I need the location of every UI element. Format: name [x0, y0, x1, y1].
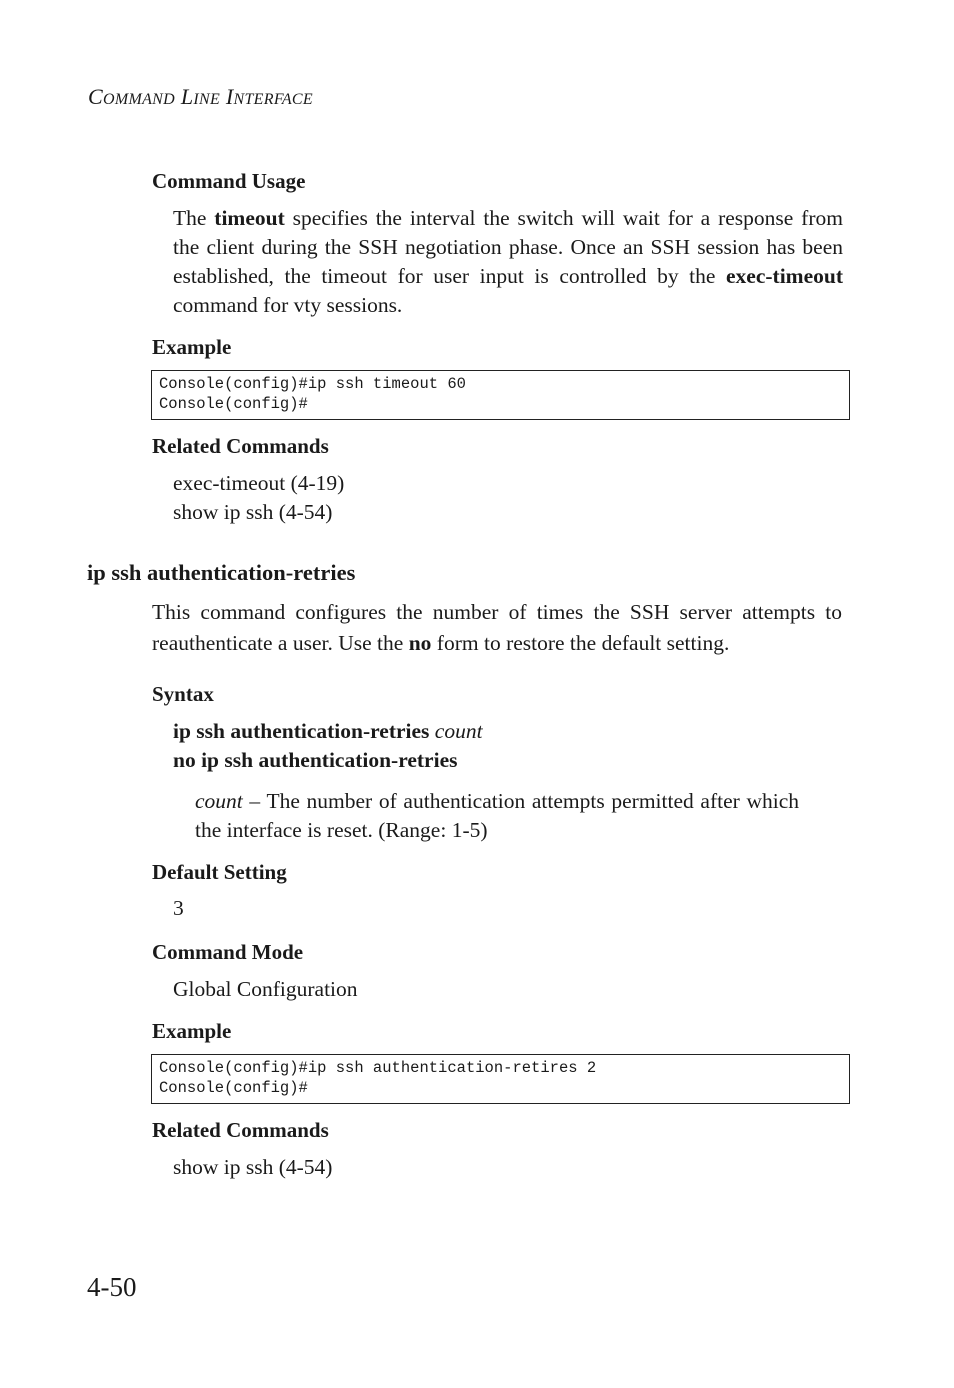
parameter-description: count – The number of authentication attempts permitted after which the interface is reset. (Range: 1-5) [195, 789, 799, 842]
code-line: Console(config)# [159, 394, 308, 413]
syntax-line: ip ssh authentication-retries count [173, 719, 483, 743]
page-number: 4-50 [87, 1272, 137, 1302]
related-command-item: exec-timeout (4-19) [173, 471, 345, 495]
section-title: ip ssh authentication-retries [87, 560, 356, 585]
default-setting-heading: Default Setting [152, 860, 287, 884]
syntax-heading: Syntax [152, 682, 214, 706]
syntax-line: no ip ssh authentication-retries [173, 748, 458, 772]
syntax-block [173, 717, 483, 775]
related-command-item: show ip ssh (4-54) [173, 500, 333, 524]
related-commands-heading: Related Commands [152, 1118, 329, 1142]
example-heading: Example [152, 335, 232, 359]
code-line: Console(config)#ip ssh timeout 60 [159, 375, 466, 393]
related-commands-list [173, 1153, 332, 1182]
example-heading: Example [152, 1019, 232, 1043]
related-command-item: show ip ssh (4-54) [173, 1155, 333, 1179]
code-example [151, 370, 850, 420]
code-line: Console(config)#ip ssh authentication-retires 2 [159, 1059, 597, 1077]
default-setting-value: 3 [173, 896, 184, 920]
code-example [151, 1054, 850, 1104]
running-header: COMMAND LINE INTERFACE [88, 84, 313, 109]
command-usage-heading: Command Usage [152, 169, 306, 193]
related-commands-list [173, 469, 344, 527]
command-mode-heading: Command Mode [152, 940, 304, 964]
related-commands-heading: Related Commands [152, 434, 329, 458]
code-line: Console(config)# [159, 1078, 308, 1097]
section-description: This command configures the number of times the SSH server attempts to reauthenticate a user. Use the no form to restore the default setting. [152, 600, 842, 655]
command-mode-value: Global Configuration [173, 977, 358, 1001]
command-usage-text: The timeout specifies the interval the switch will wait for a response from the client during the SSH negotiation phase. Once an SSH session has been established, the timeout for user input is controlled by the exec-timeout command for vty sessions. [173, 206, 843, 317]
